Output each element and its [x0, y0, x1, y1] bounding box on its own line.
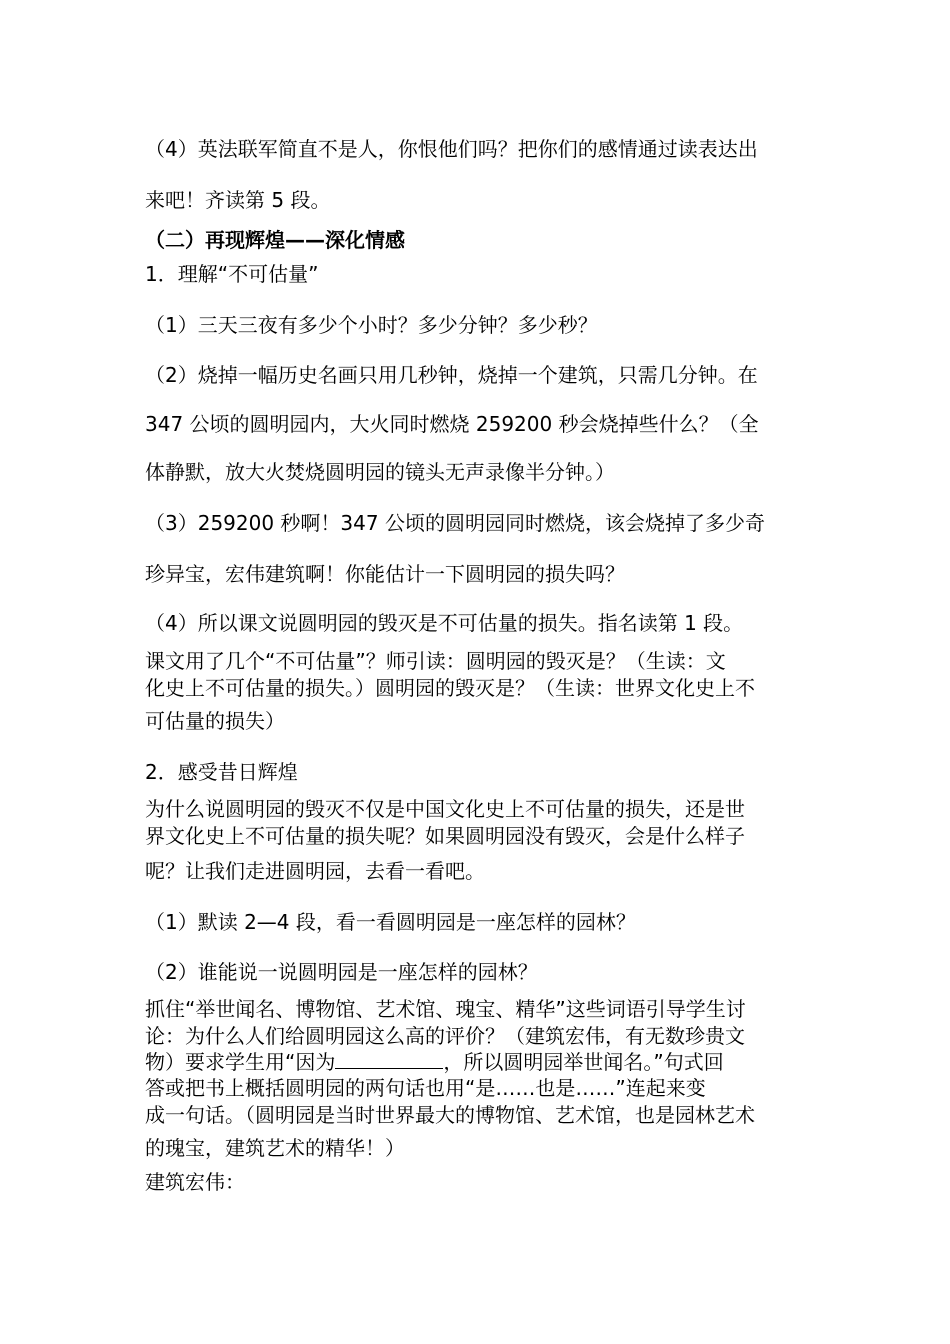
text-line: 呢？让我们走进圆明园，去看一看吧。	[145, 859, 485, 883]
text-line: 体静默，放大火焚烧圆明园的镜头无声录像半分钟。）	[145, 460, 615, 484]
text-line: 珍异宝，宏伟建筑啊！你能估计一下圆明园的损失吗？	[145, 562, 625, 586]
text-line: （4）所以课文说圆明园的毁灭是不可估量的损失。指名读第 1 段。	[145, 611, 744, 635]
text-line: 的瑰宝，建筑艺术的精华！）	[145, 1136, 405, 1160]
text-line: 抓住“举世闻名、博物馆、艺术馆、瑰宝、精华”这些词语引导学生讨	[145, 997, 746, 1021]
text-line: 界文化史上不可估量的损失呢？如果圆明园没有毁灭，会是什么样子	[145, 824, 745, 848]
section-heading: （二）再现辉煌——深化情感	[145, 228, 405, 252]
text-line: 论：为什么人们给圆明园这么高的评价？（建筑宏伟，有无数珍贵文	[145, 1024, 745, 1048]
text-line: （2）烧掉一幅历史名画只用几秒钟，烧掉一个建筑，只需几分钟。在	[145, 363, 758, 387]
text-line: 化史上不可估量的损失。）圆明园的毁灭是？（生读：世界文化史上不	[145, 676, 755, 700]
text-fragment: ，所以圆明园举世闻名。”句式回	[443, 1050, 724, 1074]
text-line: 来吧！齐读第 5 段。	[145, 188, 331, 212]
text-fragment: 物）要求学生用“因为	[145, 1050, 336, 1074]
text-line: 可估量的损失）	[145, 709, 285, 733]
text-line: （3）259200 秒啊！347 公顷的圆明园同时燃烧，该会烧掉了多少奇	[145, 511, 765, 535]
text-line: （1）三天三夜有多少个小时？多少分钟？多少秒？	[145, 313, 598, 337]
text-line: 347 公顷的圆明园内，大火同时燃烧 259200 秒会烧掉些什么？（全	[145, 412, 759, 436]
text-line: （2）谁能说一说圆明园是一座怎样的园林？	[145, 960, 538, 984]
subsection-heading: 2．感受昔日辉煌	[145, 760, 298, 784]
text-line: 为什么说圆明园的毁灭不仅是中国文化史上不可估量的损失，还是世	[145, 797, 745, 821]
text-line: 答或把书上概括圆明园的两句话也用“是……也是……”连起来变	[145, 1076, 706, 1100]
text-line: 建筑宏伟：	[145, 1170, 245, 1194]
text-line: 课文用了几个“不可估量”？师引读：圆明园的毁灭是？（生读：文	[145, 649, 726, 673]
text-line	[145, 1050, 724, 1074]
text-line: （1）默读 2—4 段，看一看圆明园是一座怎样的园林？	[145, 910, 636, 934]
text-line: 成一句话。（圆明园是当时世界最大的博物馆、艺术馆，也是园林艺术	[145, 1103, 755, 1127]
subsection-heading: 1．理解“不可估量”	[145, 262, 319, 286]
text-line: （4）英法联军简直不是人，你恨他们吗？把你们的感情通过读表达出	[145, 137, 758, 161]
fill-in-blank	[335, 1050, 443, 1069]
